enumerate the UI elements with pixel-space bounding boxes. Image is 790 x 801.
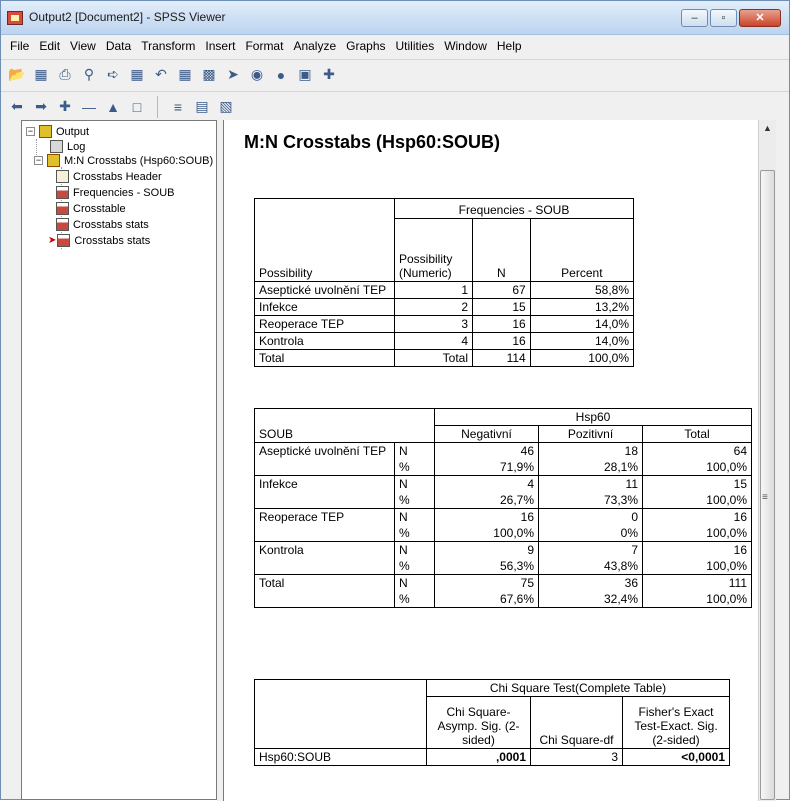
freq-col-numeric-top [395, 219, 473, 251]
chi-corner [255, 680, 427, 749]
freq-row-pct: 58,8% [530, 281, 633, 298]
chi-row-label: Hsp60:SOUB [255, 749, 427, 766]
insert-icon[interactable]: ▣ [298, 66, 312, 82]
menu-data[interactable]: Data [105, 39, 132, 53]
collapse-toggle[interactable]: − [35, 155, 42, 165]
menu-edit[interactable]: Edit [39, 39, 61, 53]
cross-cell: 100,0% [643, 459, 752, 476]
tree-node-output[interactable] [26, 125, 89, 138]
cross-cell: 56,3% [435, 558, 539, 575]
cross-col-header: Pozitivní [539, 426, 643, 443]
cross-row-header-pad [395, 426, 435, 443]
toolbar-separator [157, 96, 158, 118]
cross-cell: 7 [539, 542, 643, 559]
export-icon[interactable]: ➪ [107, 66, 119, 82]
freq-row-n: 67 [473, 281, 531, 298]
chart-icon[interactable]: ▩ [202, 66, 216, 82]
cross-cell: 16 [643, 542, 752, 559]
expand-icon[interactable]: ✚ [59, 98, 71, 114]
cross-cell: 36 [539, 575, 643, 592]
tree-label: Crosstabs stats [73, 218, 149, 231]
freq-col-numeric: Possibility (Numeric) [395, 251, 473, 282]
freq-col-percent: Percent [530, 251, 633, 282]
menu-format[interactable]: Format [245, 39, 284, 53]
scroll-up-arrow-icon[interactable]: ▲ [763, 123, 772, 133]
cross-row-label: Aseptické uvolnění TEP [255, 443, 395, 476]
undo-icon[interactable]: ↶ [155, 66, 167, 82]
cross-pct-label: % [395, 558, 435, 575]
cross-cell: 43,8% [539, 558, 643, 575]
freq-row-label: Aseptické uvolnění TEP [255, 281, 395, 298]
menu-window[interactable]: Window [444, 39, 487, 53]
pivot-table-icon [56, 202, 69, 215]
pivot-table-icon [57, 234, 70, 247]
freq-row-num: 2 [395, 298, 473, 315]
freq-row-label: Kontrola [255, 332, 395, 349]
promote-icon[interactable]: ⬅ [11, 98, 23, 114]
cross-cell: 15 [643, 476, 752, 493]
maximize-button[interactable]: ▫ [710, 9, 737, 27]
freq-row-num: 4 [395, 332, 473, 349]
tree-node-crosstable[interactable] [56, 202, 126, 215]
cross-n-label: N [395, 542, 435, 559]
cross-cell: 46 [435, 443, 539, 460]
freq-col-n: N [473, 251, 531, 282]
menu-bar [1, 35, 789, 57]
vertical-scrollbar[interactable] [758, 120, 776, 801]
freq-row-n: 16 [473, 315, 531, 332]
cross-cell: 75 [435, 575, 539, 592]
cross-cell: 16 [643, 509, 752, 526]
chi-value-fisher: <0,0001 [623, 749, 730, 766]
freq-row-pct: 100,0% [530, 349, 633, 366]
freq-row-n: 16 [473, 332, 531, 349]
cross-cell: 18 [539, 443, 643, 460]
cross-row-label: Kontrola [255, 542, 395, 575]
add-icon[interactable]: ✚ [323, 66, 335, 82]
menu-analyze[interactable]: Analyze [293, 39, 337, 53]
cross-n-label: N [395, 575, 435, 592]
tree-node-frequencies[interactable] [56, 186, 174, 199]
freq-corner-top [255, 199, 395, 251]
cross-col-header: Total [643, 426, 752, 443]
window-title: Output2 [Document2] - SPSS Viewer [29, 10, 226, 24]
tree-node-crosstabs-header[interactable] [56, 170, 162, 183]
tree-label: Crosstable [73, 202, 126, 215]
pointer-icon[interactable]: ➤ [227, 66, 239, 82]
cross-n-label: N [395, 509, 435, 526]
cross-pct-label: % [395, 525, 435, 542]
freq-row-pct: 14,0% [530, 332, 633, 349]
pivot-table-icon [56, 186, 69, 199]
freq-row-n: 114 [473, 349, 531, 366]
current-item-arrow-icon: ➤ [48, 235, 57, 246]
cross-col-header: Negativní [435, 426, 539, 443]
cross-n-label: N [395, 443, 435, 460]
cross-corner-top [255, 409, 435, 426]
chi-col-fisher: Fisher's Exact Test-Exact. Sig. (2-sided) [623, 697, 730, 749]
freq-col-pct-top [530, 219, 633, 251]
cross-n-label: N [395, 476, 435, 493]
tree-node-stats-2[interactable] [48, 234, 150, 247]
cross-cell: 0 [539, 509, 643, 526]
cross-row-label: Reoperace TEP [255, 509, 395, 542]
bullet-icon[interactable]: ● [276, 66, 286, 83]
print-preview-icon[interactable]: ⚲ [83, 66, 95, 82]
cross-cell: 100,0% [643, 591, 752, 608]
insert-title-icon[interactable]: ▤ [195, 98, 209, 114]
cross-group-title: Hsp60 [435, 409, 752, 426]
tree-label: Crosstabs stats [74, 234, 151, 247]
title-bar [1, 1, 789, 35]
outline-toolbar [1, 91, 789, 121]
show-icon[interactable]: ▲ [106, 98, 120, 115]
freq-row-pct: 13,2% [530, 298, 633, 315]
cross-pct-label: % [395, 591, 435, 608]
output-heading: M:N Crosstabs (Hsp60:SOUB) [244, 132, 501, 152]
close-button[interactable]: ✕ [739, 9, 781, 27]
outline-pane [21, 120, 217, 800]
save-icon[interactable]: ▦ [34, 66, 48, 82]
cross-row-label: Infekce [255, 476, 395, 509]
tree-node-stats-1[interactable] [56, 218, 149, 231]
insert-text-icon[interactable]: ▧ [219, 98, 233, 114]
scroll-grip-icon: ≡ [762, 492, 768, 503]
chi-col-asymp: Chi Square-Asymp. Sig. (2-sided) [427, 697, 531, 749]
output-book-icon [39, 125, 52, 138]
tree-node-crosstabs[interactable] [34, 154, 213, 167]
goto-data-icon[interactable]: ▦ [130, 66, 144, 82]
cross-cell: 100,0% [643, 525, 752, 542]
menu-view[interactable]: View [70, 39, 96, 53]
cross-cell: 73,3% [539, 492, 643, 509]
collapse-icon[interactable]: — [82, 98, 96, 115]
pivot-table-icon [56, 218, 69, 231]
tree-label: Crosstabs Header [73, 170, 162, 183]
freq-col-n-top [473, 219, 531, 251]
tree-node-log[interactable] [50, 140, 85, 153]
cross-cell: 100,0% [643, 558, 752, 575]
freq-col-label: Possibility [255, 251, 395, 282]
freq-row-pct: 14,0% [530, 315, 633, 332]
frequencies-table[interactable] [254, 198, 634, 367]
menu-graphs[interactable]: Graphs [346, 39, 386, 53]
tree-label: M:N Crosstabs (Hsp60:SOUB) [64, 154, 214, 167]
tree-label: Log [67, 140, 86, 153]
print-icon[interactable]: ⎙ [59, 66, 71, 82]
cross-cell: 100,0% [643, 492, 752, 509]
menu-help[interactable]: Help [496, 39, 522, 53]
crosstable[interactable] [254, 408, 752, 608]
chi-value-asymp: ,0001 [427, 749, 531, 766]
output-content-pane [223, 120, 758, 801]
cross-cell: 26,7% [435, 492, 539, 509]
cross-cell: 111 [643, 575, 752, 592]
heading-icon [56, 170, 69, 183]
variables-icon[interactable]: ▦ [178, 66, 192, 82]
minimize-button[interactable]: ‒ [681, 9, 708, 27]
cross-cell: 28,1% [539, 459, 643, 476]
freq-row-label: Infekce [255, 298, 395, 315]
tree-label: Output [56, 125, 90, 138]
menu-transform[interactable]: Transform [141, 39, 196, 53]
freq-row-num: 1 [395, 281, 473, 298]
freq-group-title: Frequencies - SOUB [395, 199, 634, 219]
collapse-toggle[interactable]: − [27, 126, 34, 136]
designate-icon[interactable]: ◉ [250, 66, 264, 82]
menu-utilities[interactable]: Utilities [395, 39, 435, 53]
insert-heading-icon[interactable]: ≡ [173, 98, 183, 115]
hide-icon[interactable]: □ [132, 98, 142, 115]
cross-cell: 100,0% [435, 525, 539, 542]
open-icon[interactable]: 📂 [8, 66, 26, 82]
tree-label: Frequencies - SOUB [73, 186, 175, 199]
chi-group-title: Chi Square Test(Complete Table) [427, 680, 730, 697]
chi-square-table[interactable] [254, 679, 730, 766]
menu-file[interactable]: File [10, 39, 30, 53]
cross-pct-label: % [395, 492, 435, 509]
crosstabs-book-icon [47, 154, 60, 167]
chi-col-df: Chi Square-df [531, 697, 623, 749]
freq-row-num: 3 [395, 315, 473, 332]
cross-cell: 9 [435, 542, 539, 559]
cross-pct-label: % [395, 459, 435, 476]
menu-insert[interactable]: Insert [205, 39, 236, 53]
cross-cell: 11 [539, 476, 643, 493]
cross-cell: 67,6% [435, 591, 539, 608]
chi-value-df: 3 [531, 749, 623, 766]
spss-app-icon [7, 11, 23, 25]
scroll-thumb[interactable] [760, 170, 775, 800]
freq-row-num: Total [395, 349, 473, 366]
log-icon [50, 140, 63, 153]
cross-cell: 32,4% [539, 591, 643, 608]
freq-row-label: Total [255, 349, 395, 366]
demote-icon[interactable]: ➡ [35, 98, 47, 114]
cross-row-header: SOUB [255, 426, 395, 443]
freq-row-n: 15 [473, 298, 531, 315]
cross-cell: 4 [435, 476, 539, 493]
cross-cell: 16 [435, 509, 539, 526]
standard-toolbar [1, 59, 789, 89]
cross-cell: 71,9% [435, 459, 539, 476]
cross-cell: 0% [539, 525, 643, 542]
freq-row-label: Reoperace TEP [255, 315, 395, 332]
cross-cell: 64 [643, 443, 752, 460]
cross-row-label: Total [255, 575, 395, 608]
